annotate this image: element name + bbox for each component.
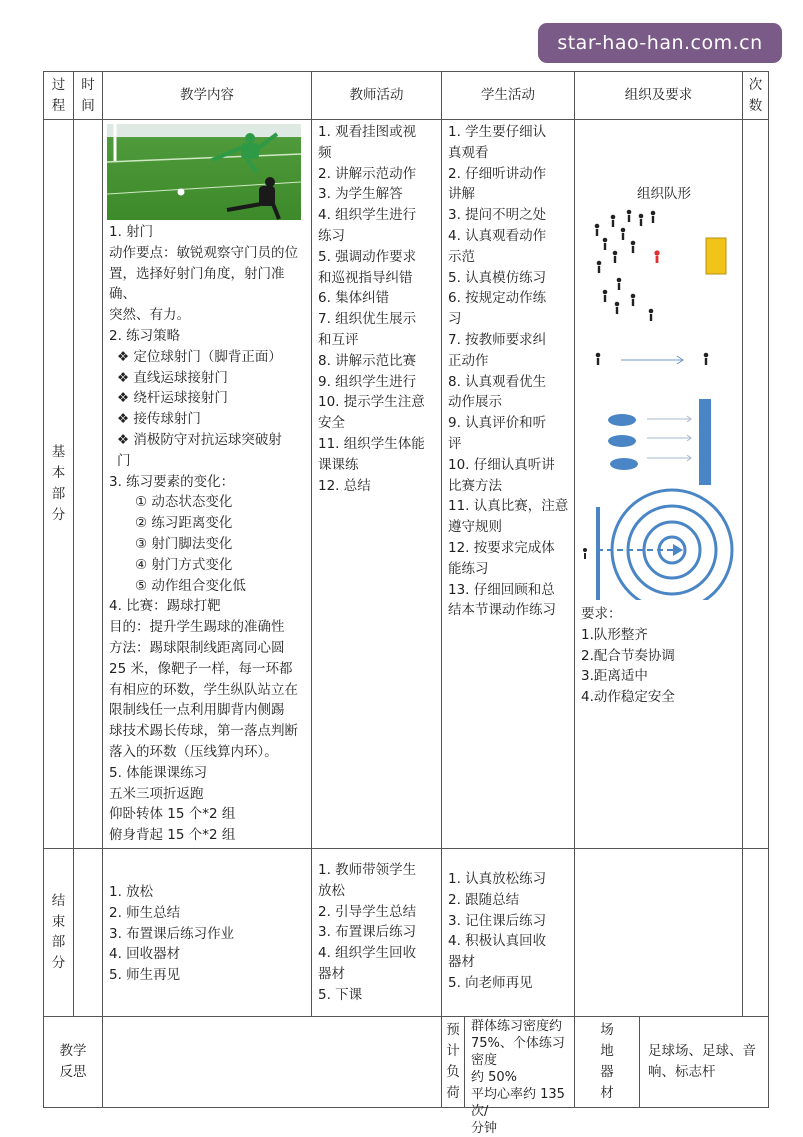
formation-diagram: [575, 120, 743, 600]
end-content-cell: [103, 848, 312, 1016]
load-text: [465, 1017, 574, 1136]
teacher-line: 5. 下课: [318, 986, 363, 1003]
load-label-char: 荷: [446, 1084, 460, 1101]
header-times-char-2: 数: [748, 97, 763, 114]
requirement-item: 4.动作稳定安全: [581, 689, 675, 706]
content-line: 仰卧转体 15 个*2 组: [109, 806, 236, 823]
teacher-line: 和互评: [318, 331, 359, 348]
load-line: 75%、个体练习密度: [471, 1035, 565, 1068]
student-line: 7. 按教师要求纠: [448, 331, 547, 348]
student-line: 结本节课动作练习: [448, 602, 556, 619]
teacher-line: 10. 提示学生注意: [318, 394, 425, 411]
content-line: 俯身背起 15 个*2 组: [109, 827, 236, 844]
end-teacher-cell: [312, 848, 442, 1016]
end-content-text: [103, 849, 311, 988]
student-line: 动作展示: [448, 394, 502, 411]
venue-label: [575, 1017, 640, 1107]
basic-label-char: 本: [51, 465, 66, 482]
watermark-badge: star-hao-han.com.cn: [538, 23, 782, 63]
venue-label-char: 场: [600, 1022, 614, 1039]
teacher-line: 4. 组织学生进行: [318, 207, 417, 224]
student-line: 5. 认真模仿练习: [448, 269, 547, 286]
student-line: 4. 积极认真回收: [448, 933, 547, 950]
teacher-line: 7. 组织优生展示: [318, 311, 417, 328]
header-student: 学生活动: [442, 72, 575, 120]
org-diagram-area: [575, 120, 742, 770]
end-label-char: 部: [51, 934, 66, 951]
teacher-line: 3. 布置课后练习: [318, 924, 417, 941]
reflection-label-line: 教学: [59, 1043, 87, 1060]
venue-cell: [575, 1016, 769, 1107]
student-line: 示范: [448, 248, 475, 265]
student-line: 13. 仔细回顾和总: [448, 581, 555, 598]
student-line: 3. 记住课后练习: [448, 912, 547, 929]
player-group: [595, 210, 656, 321]
student-line: 比赛方法: [448, 477, 502, 494]
pass-drill: [596, 353, 709, 365]
content-line: 2. 练习策略: [109, 327, 181, 344]
basic-teacher-text: [312, 120, 441, 498]
student-line: 12. 按要求完成体: [448, 539, 555, 556]
student-line: 9. 认真评价和听: [448, 415, 547, 432]
teacher-line: 练习: [318, 227, 345, 244]
header-time-char-1: 时: [81, 76, 95, 93]
end-student-text: [442, 849, 574, 996]
content-line: 置，选择好射门角度，射门准确、: [109, 265, 285, 303]
basic-label-char: 分: [51, 506, 66, 523]
student-line: 8. 认真观看优生: [448, 373, 547, 390]
content-line: 限制线任一点利用脚背内侧踢: [109, 702, 285, 719]
teacher-line: 频: [318, 144, 332, 161]
basic-section-label: [44, 120, 74, 849]
basic-org-cell: [575, 120, 743, 849]
venue-text: [640, 1017, 768, 1107]
teacher-line: 12. 总结: [318, 477, 371, 494]
reflection-content-cell: [103, 1016, 442, 1107]
teacher-line: 2. 讲解示范动作: [318, 165, 417, 182]
content-line: ❖ 定位球射门（脚背正面）: [117, 348, 282, 365]
venue-line: 足球场、足球、音: [648, 1042, 756, 1059]
end-times-cell: [743, 848, 769, 1016]
content-line: 球技术踢长传球，第一落点判断: [109, 723, 298, 740]
teacher-line: 9. 组织学生进行: [318, 373, 417, 390]
teacher-line: 6. 集体纠错: [318, 290, 390, 307]
content-line: ❖ 直线运球接射门: [117, 369, 228, 386]
basic-teacher-cell: [312, 120, 442, 849]
content-line: ② 练习距离变化: [135, 515, 233, 532]
student-line: 10. 仔细认真听讲: [448, 456, 555, 473]
requirement-item: 2.配合节奏协调: [581, 647, 675, 664]
venue-label-char: 地: [600, 1043, 614, 1060]
student-line: 2. 跟随总结: [448, 891, 520, 908]
student-line: 真观看: [448, 144, 489, 161]
header-teacher: 教师活动: [312, 72, 442, 120]
load-label-char: 负: [446, 1063, 460, 1080]
content-line: 五米三项折返跑: [109, 785, 204, 802]
content-line: ⑤ 动作组合变化低: [135, 577, 246, 594]
goal-marker: [706, 238, 726, 274]
requirements-list: [581, 604, 675, 708]
load-label-char: 预: [446, 1022, 460, 1039]
load-and-venue-cell: [442, 1016, 575, 1136]
basic-times-cell: [743, 120, 769, 849]
content-line: 1. 射门: [109, 224, 154, 240]
basic-time-cell: [74, 120, 103, 849]
header-org: 组织及要求: [575, 72, 743, 120]
end-time-cell: [74, 848, 103, 1016]
header-time: [74, 72, 103, 120]
wall-shooting-drill: [608, 399, 711, 485]
student-line: 4. 认真观看动作: [448, 227, 547, 244]
end-label-char: 分: [51, 955, 66, 972]
teacher-line: 5. 强调动作要求: [318, 248, 417, 265]
content-line: 2. 师生总结: [109, 904, 181, 921]
basic-content-cell: [103, 120, 312, 849]
header-content: 教学内容: [103, 72, 312, 120]
load-line: 约 50%: [471, 1069, 518, 1085]
teacher-line: 和巡视指导纠错: [318, 269, 413, 286]
student-line: 正动作: [448, 352, 489, 369]
end-org-cell: [575, 848, 743, 1016]
student-line: 5. 向老师再见: [448, 974, 533, 991]
reflection-label-line: 反思: [59, 1063, 87, 1080]
content-line: 突然、有力。: [109, 307, 190, 324]
student-line: 习: [448, 311, 462, 328]
student-line: 2. 仔细听讲动作: [448, 165, 547, 182]
student-line: 评: [448, 435, 462, 452]
reflection-row: [44, 1016, 769, 1107]
content-line: 门: [117, 452, 131, 469]
load-line: 平均心率约 135 次/: [471, 1086, 565, 1119]
load-line: 分钟: [471, 1120, 498, 1136]
student-line: 遵守规则: [448, 519, 502, 536]
basic-student-cell: [442, 120, 575, 849]
end-section-row: [44, 848, 769, 1016]
content-line: 1. 放松: [109, 883, 154, 900]
load-box: [442, 1017, 574, 1136]
teacher-line: 4. 组织学生回收: [318, 945, 417, 962]
teacher-line: 安全: [318, 415, 345, 432]
student-line: 讲解: [448, 186, 475, 203]
teacher-line: 放松: [318, 882, 345, 899]
content-line: ① 动态状态变化: [135, 494, 233, 511]
teacher-line: 1. 观看挂图或视: [318, 124, 417, 140]
basic-label-char: 基: [51, 444, 66, 461]
org-formation-title: 组织队形: [637, 186, 691, 202]
venue-label-char: 材: [600, 1084, 614, 1101]
content-line: ④ 射门方式变化: [135, 556, 233, 573]
target-rings-drill: [583, 490, 732, 600]
teacher-line: 8. 讲解示范比赛: [318, 352, 417, 369]
header-times-char-1: 次: [748, 76, 763, 93]
content-line: ❖ 绕杆运球接射门: [117, 390, 228, 407]
student-line: 1. 认真放松练习: [448, 870, 547, 887]
requirements-heading: 要求：: [581, 606, 622, 622]
end-section-label: [44, 848, 74, 1016]
header-time-char-2: 间: [81, 97, 95, 114]
venue-line: 响、标志杆: [648, 1063, 716, 1080]
teacher-marker: [654, 250, 659, 263]
basic-content-text: [103, 222, 311, 848]
content-line: 5. 师生再见: [109, 967, 181, 984]
lesson-plan-table: [43, 71, 769, 1136]
content-line: 4. 比赛：踢球打靶: [109, 598, 221, 615]
teacher-line: 2. 引导学生总结: [318, 903, 417, 920]
end-label-char: 束: [51, 913, 66, 930]
content-line: 4. 回收器材: [109, 946, 181, 963]
end-label-char: 结: [51, 892, 66, 909]
basic-label-char: 部: [51, 485, 66, 502]
header-row: [44, 72, 769, 120]
student-line: 6. 按规定动作练: [448, 290, 547, 307]
content-line: 3. 练习要素的变化：: [109, 473, 235, 490]
reflection-label: [44, 1016, 103, 1107]
header-times: [743, 72, 769, 120]
content-line: 25 米，像靶子一样，每一环都: [109, 660, 293, 677]
content-line: ❖ 消极防守对抗运球突破射: [117, 431, 282, 448]
venue-box: [575, 1017, 768, 1107]
content-line: 落入的环数（压线算内环）。: [109, 743, 278, 760]
load-label-char: 计: [446, 1043, 460, 1060]
header-process-char-1: 过: [51, 76, 66, 93]
end-teacher-text: [312, 849, 441, 1008]
student-line: 1. 学生要仔细认: [448, 124, 547, 140]
student-line: 11. 认真比赛，注意: [448, 498, 569, 515]
content-line: ❖ 接传球射门: [117, 411, 201, 428]
student-line: 3. 提问不明之处: [448, 207, 547, 224]
content-line: ③ 射门脚法变化: [135, 535, 233, 552]
content-line: 方法：踢球限制线距离同心圆: [109, 639, 285, 656]
requirement-item: 3.距离适中: [581, 668, 648, 685]
content-line: 5. 体能课课练习: [109, 764, 208, 781]
teacher-line: 器材: [318, 965, 345, 982]
requirement-item: 1.队形整齐: [581, 626, 648, 643]
load-label: [442, 1017, 465, 1107]
basic-student-text: [442, 120, 574, 623]
header-process-char-2: 程: [51, 97, 66, 114]
student-line: 能练习: [448, 560, 489, 577]
teacher-line: 1. 教师带领学生: [318, 861, 417, 878]
basic-section-row: [44, 120, 769, 849]
end-student-cell: [442, 848, 575, 1016]
venue-label-char: 器: [600, 1063, 614, 1080]
content-line: 有相应的环数，学生纵队站立在: [109, 681, 298, 698]
content-line: 目的：提升学生踢球的准确性: [109, 619, 285, 636]
header-process: [44, 72, 74, 120]
teacher-line: 11. 组织学生体能: [318, 435, 425, 452]
student-line: 器材: [448, 954, 475, 971]
shooting-photo-art: [107, 124, 301, 220]
load-line: 群体练习密度约: [471, 1018, 563, 1034]
content-line: 动作要点：敏锐观察守门员的位: [109, 244, 298, 261]
content-line: 3. 布置课后练习作业: [109, 925, 235, 942]
teacher-line: 课课练: [318, 456, 359, 473]
teacher-line: 3. 为学生解答: [318, 186, 403, 203]
shooting-photo: [107, 124, 301, 220]
